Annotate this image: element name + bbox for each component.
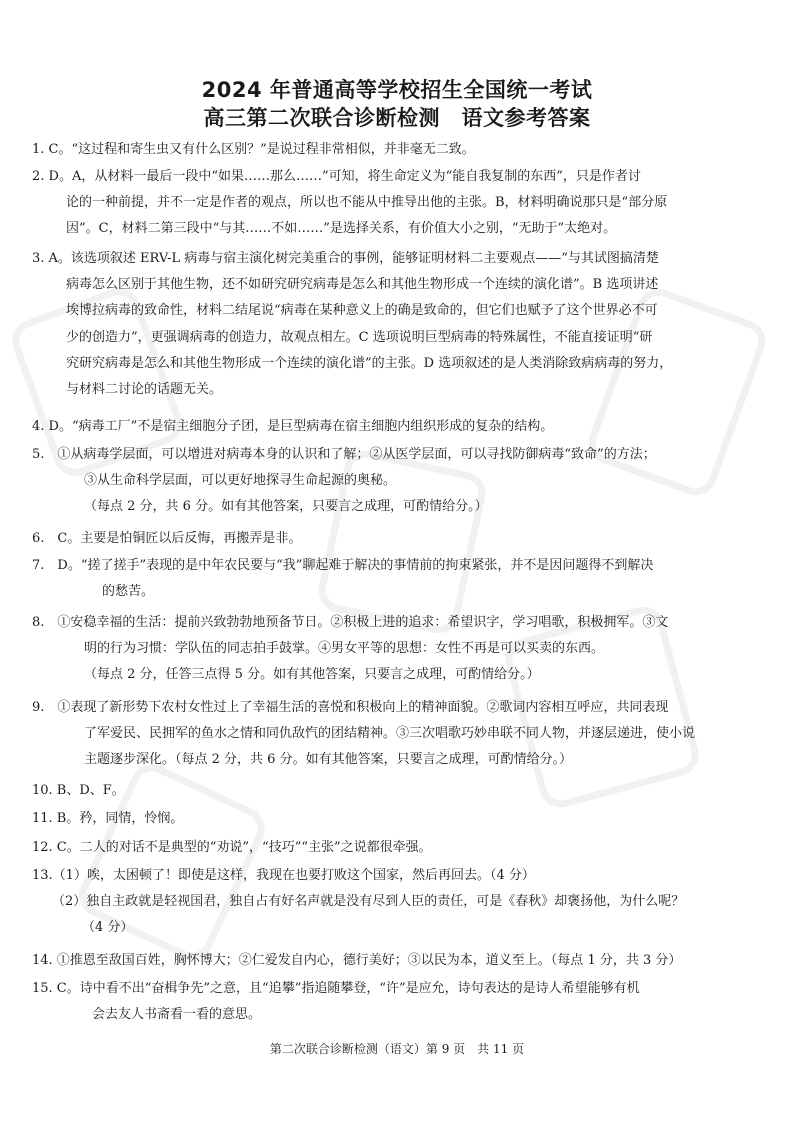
answer-line: 少的创造力”，更强调病毒的创造力，故观点相左。C 选项说明巨型病毒的特殊属性，不能直接证明“研: [66, 329, 653, 345]
answer-line: （2）独自主政就是轻视国君，独自占有好名声就是没有尽到人臣的责任，可是《春秋》却褒扬他，为什么呢？: [52, 894, 685, 910]
answer-line: 10. B、D、F。: [32, 783, 125, 798]
page-footer: 第二次联合诊断检测（语文）第 9 页 共 11 页: [269, 1042, 525, 1056]
answer-line: 7. D。“搓了搓手”表现的是中年农民要与“我”聊起难于解决的事情前的拘束紧张，并不是因问题得不到解决: [32, 558, 654, 573]
answer-line: 12. C。二人的对话不是典型的“劝说”，“技巧”“主张”之说都很牵强。: [32, 840, 432, 855]
answer-line: 6. C。主要是怕铜匠以后反悔，再搬弄是非。: [32, 531, 302, 546]
answer-line: 因”。C，材料二第三段中“与其……不如……”是选择关系，有价值大小之别，“无助于”太绝对。: [66, 221, 617, 237]
answer-line: ③从生命科学层面，可以更好地探寻生命起源的奥秘。: [84, 473, 397, 489]
answer-line: 埃博拉病毒的致命性，材料二结尾说“病毒在某种意义上的确是致命的，但它们也赋予了这个世界必不可: [66, 303, 658, 319]
score-note: （每点 2 分，任答三点得 5 分。如有其他答案，只要言之成理，可酌情给分。）: [84, 667, 540, 683]
answer-line: 1. C。“这过程和寄生虫又有什么区别？”是说过程非常相似，并非毫无二致。: [32, 142, 475, 157]
answer-line: 4. D。“病毒工厂”不是宿主细胞分子团，是巨型病毒在宿主细胞内组织形成的复杂的结构。: [32, 419, 554, 434]
answer-line: 病毒怎么区别于其他生物，还不如研究研究病毒是怎么和其他生物形成一个连续的演化谱”。B 选项讲述: [66, 277, 659, 293]
answer-line: 8. ①安稳幸福的生活：提前兴致勃勃地预备节日。②积极上进的追求：希望识字，学习唱歌，积极拥军。③文: [32, 615, 669, 630]
answer-item-6: [32, 526, 752, 552]
answer-item-2: [32, 164, 752, 243]
answer-line: 与材料二讨论的话题无关。: [66, 382, 223, 398]
answer-line: 11. B。矜，同情，怜悯。: [32, 811, 184, 826]
answer-line: 13.（1）唉，太困顿了！即使是这样，我现在也要打败这个国家，然后再回去。（4 分）: [32, 868, 535, 883]
answer-line: 5. ①从病毒学层面，可以增进对病毒本身的认识和了解；②从医学层面，可以寻找防御病毒“致命”的方法；: [32, 447, 656, 462]
answer-line: 2. D。A，从材料一最后一段中“如果……那么……”可知，将生命定义为“能自我复制的东西”，只是作者讨: [32, 169, 641, 184]
answer-item-12: [32, 835, 752, 861]
answer-line: （4 分）: [82, 920, 134, 936]
answer-item-3: [32, 246, 752, 403]
answer-line: 主题逐步深化。（每点 2 分，共 6 分。如有其他答案，只要言之成理，可酌情给分。）: [84, 752, 573, 768]
answer-line: 明的行为习惯：学队伍的同志拍手鼓掌。④男女平等的思想：女性不再是可以买卖的东西。: [84, 641, 605, 657]
answer-line: 14. ①推恩至敌国百姓，胸怀博大；②仁爱发自内心，德行美好；③以民为本，道义至上。（每点 1 分，共 3 分）: [32, 953, 682, 968]
answer-item-7: [32, 553, 752, 605]
answer-line: 9. ①表现了新形势下农村女性过上了幸福生活的喜悦和积极向上的精神面貌。②歌词内容相互呼应，共同表现: [32, 700, 669, 715]
document-title: 2024 年普通高等学校招生全国统一考试: [201, 78, 593, 102]
answer-line: 的愁苦。: [102, 584, 155, 600]
answer-item-10: [32, 778, 752, 804]
answer-item-4: [32, 414, 752, 440]
answer-line: 论的一种前提，并不一定是作者的观点，所以也不能从中推导出他的主张。B，材料明确说那只是“部分原: [66, 195, 668, 211]
score-note: （每点 2 分，共 6 分。如有其他答案，只要言之成理，可酌情给分。）: [84, 499, 488, 515]
answer-item-11: [32, 806, 752, 832]
answer-item-13: [32, 863, 752, 942]
answer-item-1: [32, 137, 752, 163]
answer-line: 15. C。诗中看不出“奋楫争先”之意，且“追攀”指追随攀登，“许”是应允，诗句表达的是诗人希望能够有机: [32, 981, 640, 996]
answer-line: 究研究病毒是怎么和其他生物形成一个连续的演化谱”的主张。D 选项叙述的是人类消除致病病毒的努力，: [66, 355, 673, 371]
document-subtitle: 高三第二次联合诊断检测 语文参考答案: [203, 106, 591, 130]
answer-item-5: [32, 442, 752, 521]
answer-line: 3. A。该选项叙述 ERV-L 病毒与宿主演化树完美重合的事例，能够证明材料二主要观点——“与其试图搞清楚: [32, 251, 659, 266]
answer-line: 了军爱民、民拥军的鱼水之情和同仇敌忾的团结精神。③三次唱歌巧妙串联不同人物，并逐层递进，使小说: [84, 726, 696, 742]
answer-item-15: [32, 976, 752, 1028]
answer-item-8: [32, 610, 752, 689]
answer-line: 会去友人书斋看一看的意思。: [92, 1007, 262, 1023]
answer-item-14: [32, 948, 752, 974]
answer-item-9: [32, 695, 752, 774]
